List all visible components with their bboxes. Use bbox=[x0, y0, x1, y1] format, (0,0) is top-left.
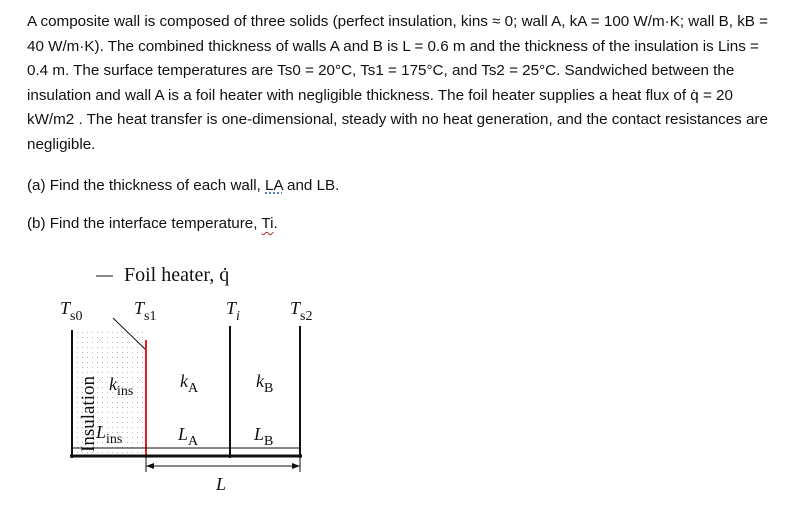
question-b-suffix: . bbox=[273, 215, 278, 232]
label-kins: $k_{ins}$ bbox=[109, 374, 134, 399]
label-lb: $L_B$ bbox=[254, 424, 274, 449]
label-ka: $k_A$ bbox=[180, 371, 199, 396]
label-ti: $T_i$ bbox=[226, 298, 240, 324]
foil-heater-label: Foil heater, q̇ bbox=[124, 264, 230, 286]
label-ts0: $T_{s0}$ bbox=[60, 298, 83, 324]
label-la: $L_A$ bbox=[178, 424, 199, 449]
question-b-ti: Ti bbox=[261, 215, 274, 232]
label-ts2: $T_{s2}$ bbox=[290, 298, 313, 324]
question-a-mid: and LB. bbox=[282, 177, 340, 194]
dim-arrow-left bbox=[146, 463, 154, 469]
question-a-la: LA bbox=[265, 177, 283, 194]
question-b-prefix: (b) Find the interface temperature, bbox=[27, 215, 262, 232]
label-kb: $k_B$ bbox=[256, 371, 274, 396]
label-l-total: L bbox=[216, 474, 227, 494]
insulation-label: Insulation bbox=[78, 376, 99, 452]
label-ts1: $T_{s1}$ bbox=[134, 298, 157, 324]
label-lins: $L_{ins}$ bbox=[96, 422, 123, 447]
question-a-prefix: (a) Find the thickness of each wall, bbox=[27, 177, 266, 194]
problem-statement: A composite wall is composed of three solids (perfect insulation, kins ≈ 0; wall A, kA = 100 W/m·K; wall B, kB = 40 W/m·K). The combined thickness of walls A and B is L = 0.6 m and the thickness of the insulation is Lins = 0.4 m. The surface temperatures are Ts0 = 20°C, Ts1 = 175°C, and Ts2 = 25°C. Sandwiched between the insulation and wall A is a foil heater with negligible thickness. The foil heater supplies a heat flux of q̇ = 20 kW/m2 . The heat transfer is one-dimensional, steady with no heat generation, and the contact resistances are negligible. bbox=[27, 13, 769, 153]
dim-arrow-right bbox=[292, 463, 300, 469]
